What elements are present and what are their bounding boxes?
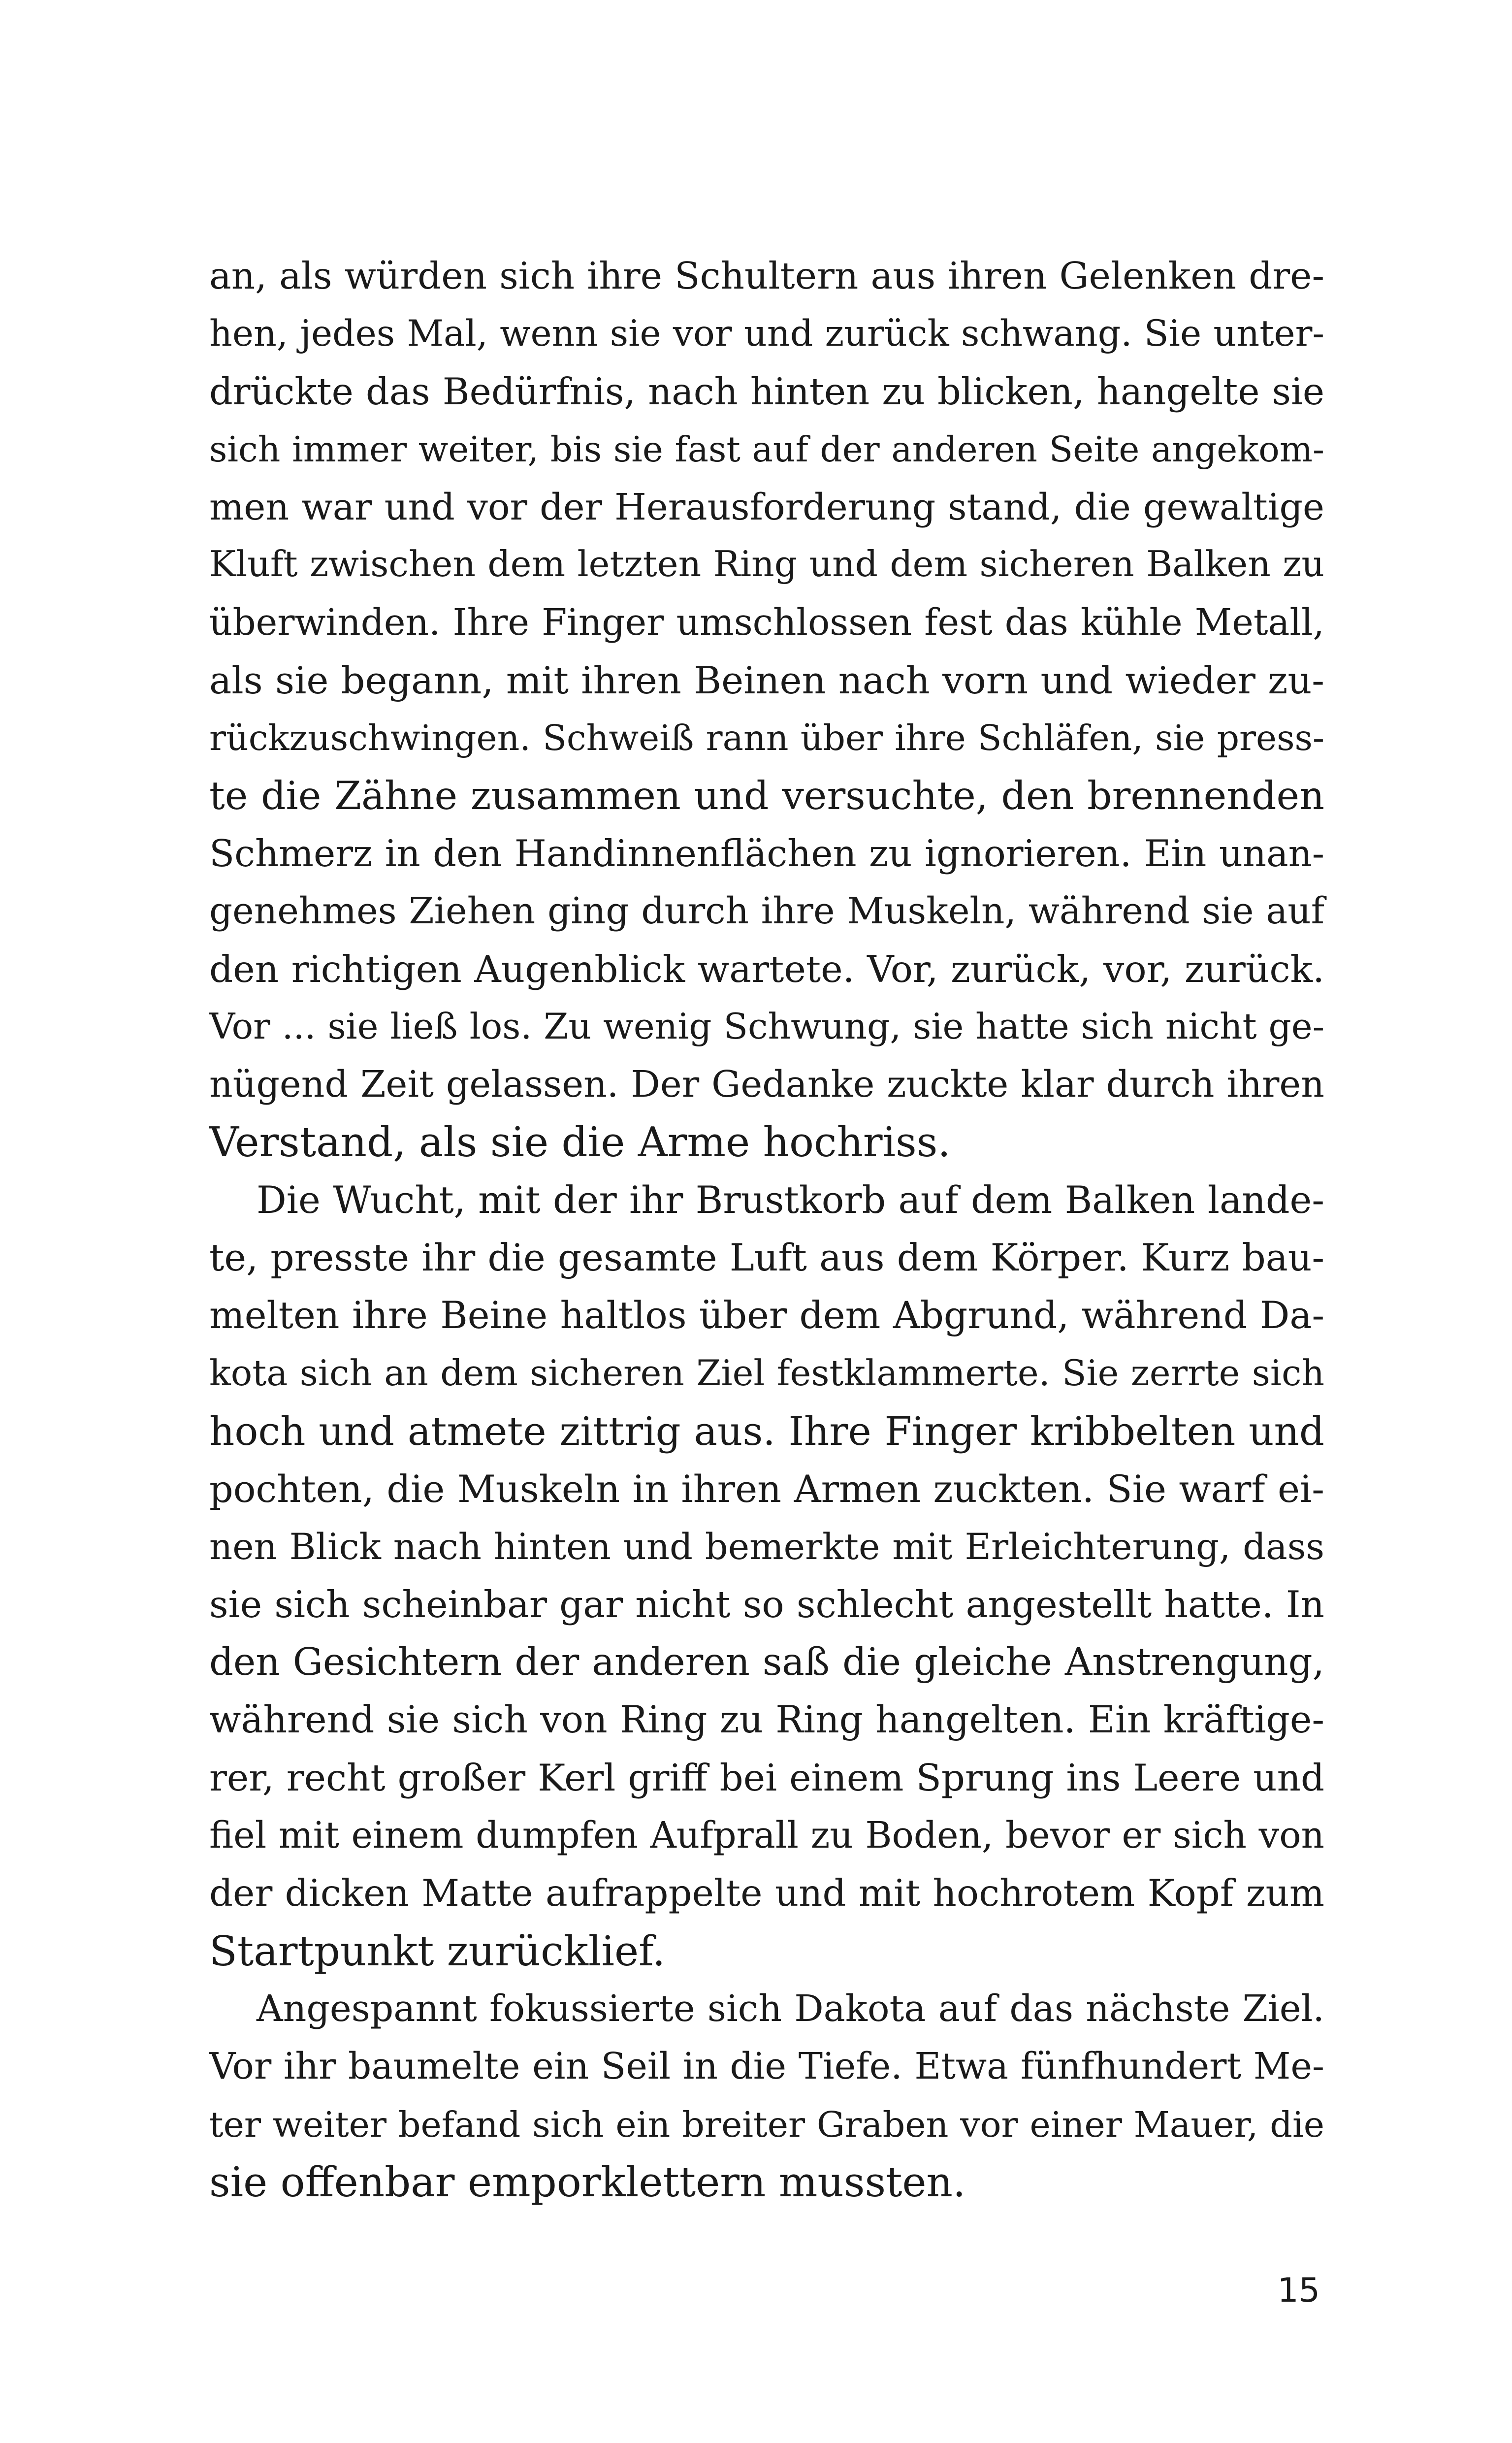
text-line: sie sich scheinbar gar nicht so schlecht angestellt hatte. In <box>209 1582 1324 1626</box>
text-line: Verstand, als sie die Arme hochriss. <box>209 1118 951 1167</box>
text-line: genehmes Ziehen ging durch ihre Muskeln, während sie auf <box>209 890 1324 933</box>
text-line: te die Zähne zusammen und versuchte, den brennenden <box>209 773 1324 818</box>
text-line: überwinden. Ihre Finger umschlossen fest das kühle Metall, <box>209 601 1324 644</box>
text-line: rer, recht großer Kerl griff bei einem Sprung ins Leere und <box>209 1756 1324 1799</box>
text-line: an, als würden sich ihre Schultern aus ihren Gelenken dre- <box>209 254 1324 297</box>
text-line: kota sich an dem sicheren Ziel festklammerte. Sie zerrte sich <box>209 1352 1324 1394</box>
text-line: hoch und atmete zittrig aus. Ihre Finger kribbelten und <box>209 1408 1324 1454</box>
paragraph-first-line: Die Wucht, mit der ihr Brustkorb auf dem Balken lande- <box>257 1178 1324 1222</box>
text-line: rückzuschwingen. Schweiß rann über ihre Schläfen, sie press- <box>209 717 1324 759</box>
text-line: nügend Zeit gelassen. Der Gedanke zuckte klar durch ihren <box>209 1063 1324 1106</box>
text-line: hen, jedes Mal, wenn sie vor und zurück schwang. Sie unter- <box>209 313 1324 355</box>
text-line: als sie begann, mit ihren Beinen nach vorn und wieder zu- <box>209 658 1324 703</box>
text-line: men war und vor der Herausforderung stand, die gewaltige <box>209 486 1324 529</box>
text-line: den richtigen Augenblick wartete. Vor, zurück, vor, zurück. <box>209 947 1324 991</box>
text-line: sie offenbar emporklettern mussten. <box>209 2158 966 2206</box>
text-line: Vor ... sie ließ los. Zu wenig Schwung, sie hatte sich nicht ge- <box>209 1006 1324 1047</box>
text-line: Startpunkt zurücklief. <box>209 1927 666 1975</box>
text-line: pochten, die Muskeln in ihren Armen zuckten. Sie warf ei- <box>209 1467 1324 1511</box>
text-line: während sie sich von Ring zu Ring hangelten. Ein kräftige- <box>209 1698 1324 1742</box>
paragraph-first-line: Angespannt fokussierte sich Dakota auf das nächste Ziel. <box>257 1987 1324 2030</box>
text-line: den Gesichtern der anderen saß die gleiche Anstrengung, <box>209 1640 1324 1685</box>
text-line: melten ihre Beine haltlos über dem Abgrund, während Da- <box>209 1294 1324 1337</box>
text-line: nen Blick nach hinten und bemerkte mit Erleichterung, dass <box>209 1526 1324 1568</box>
body-text <box>209 247 1324 2211</box>
text-line: te, presste ihr die gesamte Luft aus dem Körper. Kurz bau- <box>209 1236 1324 1280</box>
text-line: fiel mit einem dumpfen Aufprall zu Boden, bevor er sich von <box>209 1815 1324 1857</box>
text-line: der dicken Matte aufrappelte und mit hochrotem Kopf zum <box>209 1871 1324 1915</box>
text-line: drückte das Bedürfnis, nach hinten zu blicken, hangelte sie <box>209 370 1324 413</box>
text-line: Vor ihr baumelte ein Seil in die Tiefe. Etwa fünfhundert Me- <box>209 2045 1324 2088</box>
page-number: 15 <box>1277 2271 1320 2310</box>
text-line: ter weiter befand sich ein breiter Graben vor einer Mauer, die <box>209 2104 1324 2145</box>
text-line: Kluft zwischen dem letzten Ring und dem sicheren Balken zu <box>209 544 1324 586</box>
text-line: Schmerz in den Handinnenflächen zu ignorieren. Ein unan- <box>209 832 1324 875</box>
text-line: sich immer weiter, bis sie fast auf der anderen Seite angekom- <box>209 428 1324 470</box>
